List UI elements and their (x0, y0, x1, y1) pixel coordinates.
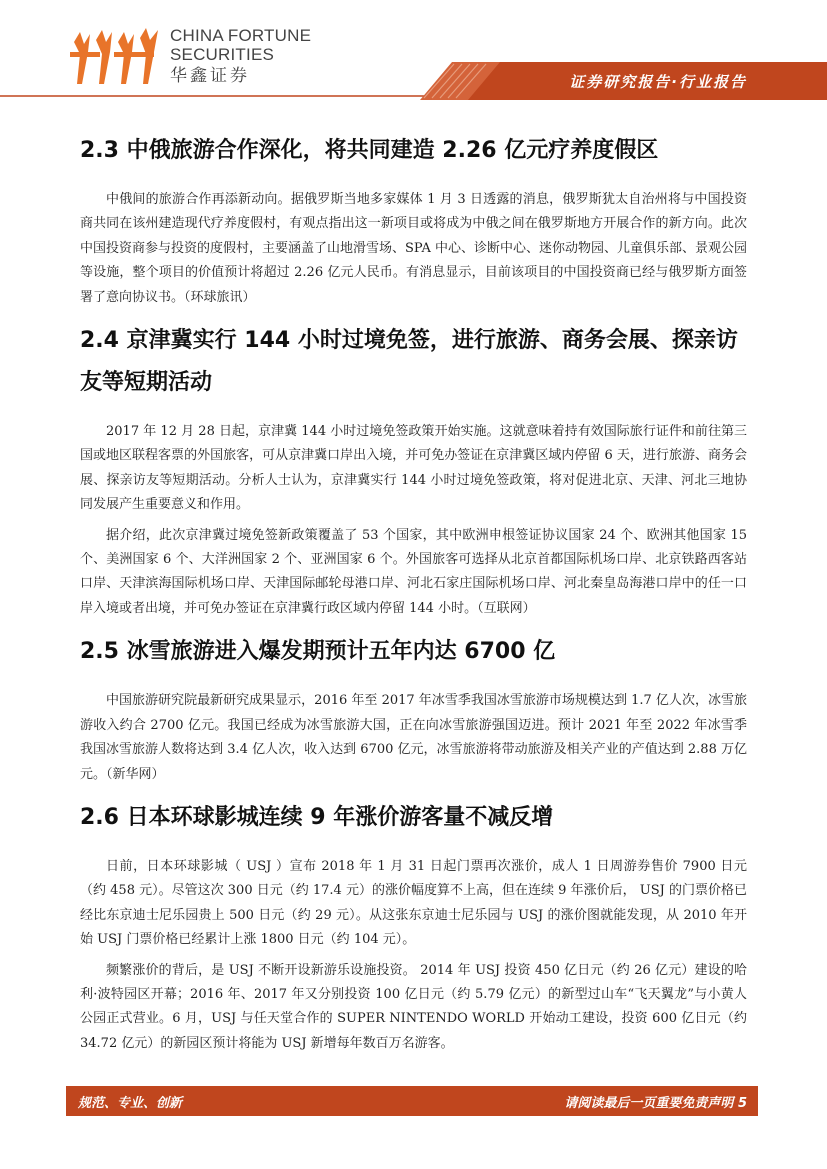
section-heading: 2.3 中俄旅游合作深化，将共同建造 2.26 亿元疗养度假区 (80, 138, 659, 163)
paragraph: 频繁涨价的背后，是 USJ 不断开设新游乐设施投资。 2014 年 USJ 投资 450 亿日元（约 26 亿元）建设的哈利·波特园区开幕；2016 年、2017 年又分别投资 100 亿日元（约 5.79 亿元）的新型过山车“飞天翼龙”与小黄人公园正式营业。6 月，USJ 与任天堂合作的 SUPER NINTENDO WORLD 开始动工建设，投资 600 亿日元（约 34.72 亿元）的新园区预计将能为 USJ 新增每年数百万名游客。 (80, 962, 747, 1051)
section-2-3 (80, 130, 747, 310)
report-type-label: 证券研究报告·行业报告 (569, 73, 747, 91)
section-2-6 (80, 797, 747, 1056)
paragraph: 中俄间的旅游合作再添新动向。据俄罗斯当地多家媒体 1 月 3 日透露的消息，俄罗斯犹太自治州将与中国投资商共同在该州建造现代疗养度假村，有观点指出这一新项目或将成为中俄之间在俄罗斯地方开展合作的新方向。此次中国投资商参与投资的度假村，主要涵盖了山地滑雪场、SPA 中心、诊断中心、迷你动物园、儿童俱乐部、景观公园等设施，整个项目的价值预计将超过 2.26 亿元人民币。有消息显示，目前该项目的中国投资商已经与俄罗斯方面签署了意向协议书。（环球旅讯） (80, 192, 747, 305)
paragraph: 日前，日本环球影城（ USJ ）宣布 2018 年 1 月 31 日起门票再次涨价，成人 1 日周游券售价 7900 日元（约 458 元）。尽管这次 300 日元（约 17.4 元）的涨价幅度算不上高，但在连续 9 年涨价后， USJ 的门票价格已经比东京迪士尼乐园贵上 500 日元（约 29 元）。从这张东京迪士尼乐园与 USJ 的涨价图就能发现，从 2010 年开始 USJ 门票价格已经累计上涨 1800 日元（约 104 元）。 (80, 858, 747, 948)
section-heading: 2.4 京津冀实行 144 小时过境免签，进行旅游、商务会展、探亲访友等短期活动 (80, 328, 738, 396)
section-heading: 2.5 冰雪旅游进入爆发期预计五年内达 6700 亿 (80, 639, 556, 665)
brand-en-line2: SECURITIES (170, 45, 275, 64)
footer-slogan: 规范、专业、创新 (78, 1096, 183, 1111)
section-2-4 (80, 320, 747, 621)
document-body (80, 120, 747, 1056)
paragraph: 中国旅游研究院最新研究成果显示，2016 年至 2017 年冰雪季我国冰雪旅游市场规模达到 1.7 亿人次，冰雪旅游收入约合 2700 亿元。我国已经成为冰雪旅游大国，正在向冰雪旅游强国迈进。预计 2021 年至 2022 年冰雪季我国冰雪旅游人数将达到 3.4 亿人次，收入达到 6700 亿元，冰雪旅游将带动旅游及相关产业的产值达到 2.88 万亿元。（新华网） (80, 693, 747, 782)
paragraph: 2017 年 12 月 28 日起，京津冀 144 小时过境免签政策开始实施。这就意味着持有效国际旅行证件和前往第三国或地区联程客票的外国旅客，可从京津冀口岸出入境，并可免办签证在京津冀区域内停留 6 天，进行旅游、商务会展、探亲访友等短期活动。分析人士认为，京津冀实行 144 小时过境免签政策，将对促进北京、天津、河北三地协同发展产生重要意义和作用。 (80, 424, 747, 513)
section-heading: 2.6 日本环球影城连续 9 年涨价游客量不减反增 (80, 804, 554, 830)
paragraph: 据介绍，此次京津冀过境免签新政策覆盖了 53 个国家，其中欧洲申根签证协议国家 24 个、欧洲其他国家 15 个、美洲国家 6 个、大洋洲国家 2 个、亚洲国家 6 个。外国旅客可选择从北京首都国际机场口岸、北京铁路西客站口岸、天津滨海国际机场口岸、天津国际邮轮母港口岸、河北石家庄国际机场口岸、河北秦皇岛海港口岸中的任一口岸入境或者出境，并可免办签证在京津冀行政区域内停留 144 小时。（互联网） (80, 527, 747, 616)
brand-cn: 华鑫证券 (170, 66, 250, 85)
section-2-5 (80, 631, 747, 787)
brand-en-line1: CHINA FORTUNE (170, 26, 312, 45)
footer-disclaimer-page: 请阅读最后一页重要免责声明 5 (564, 1096, 747, 1111)
